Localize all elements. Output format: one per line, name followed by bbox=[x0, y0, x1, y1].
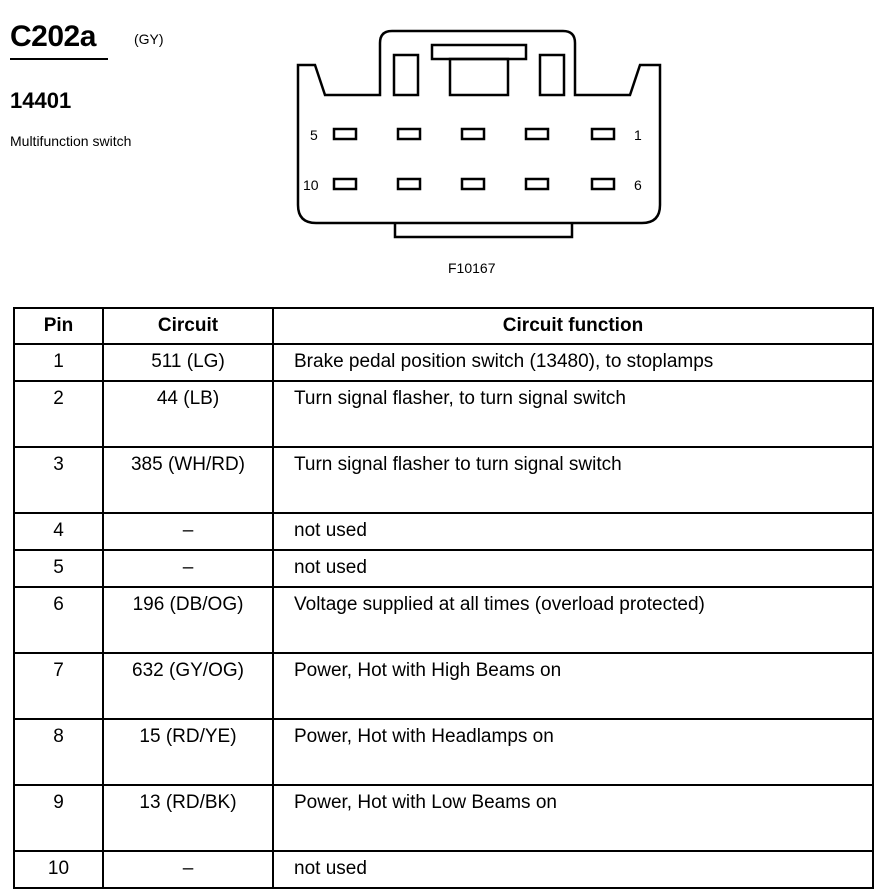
circuit-function: Turn signal flasher to turn signal switch bbox=[273, 447, 873, 513]
circuit-code: 511 (LG) bbox=[103, 344, 273, 381]
connector-center-lock-body bbox=[450, 59, 508, 95]
connector-id: C202a bbox=[10, 20, 96, 53]
header-function: Circuit function bbox=[273, 308, 873, 344]
pin-number: 10 bbox=[14, 851, 103, 888]
circuit-function: not used bbox=[273, 513, 873, 550]
table-row bbox=[14, 785, 873, 851]
table-row bbox=[14, 550, 873, 587]
circuit-function: not used bbox=[273, 851, 873, 888]
pin-number: 7 bbox=[14, 653, 103, 719]
circuit-function: Power, Hot with Headlamps on bbox=[273, 719, 873, 785]
pin-cavity-6 bbox=[592, 179, 614, 189]
pin-cavity-3 bbox=[462, 129, 484, 139]
circuit-code: – bbox=[103, 513, 273, 550]
circuit-code: – bbox=[103, 550, 273, 587]
circuit-function: Voltage supplied at all times (overload protected) bbox=[273, 587, 873, 653]
pin-cavity-1 bbox=[592, 129, 614, 139]
pin-number: 5 bbox=[14, 550, 103, 587]
connector-latch-right bbox=[540, 55, 564, 95]
connector-bottom-key bbox=[395, 223, 572, 237]
table-row bbox=[14, 447, 873, 513]
pin-cavity-7 bbox=[526, 179, 548, 189]
circuit-code: 15 (RD/YE) bbox=[103, 719, 273, 785]
header-pin: Pin bbox=[14, 308, 103, 344]
pin-label-10: 10 bbox=[303, 177, 319, 193]
pin-number: 8 bbox=[14, 719, 103, 785]
circuit-code: – bbox=[103, 851, 273, 888]
table-row bbox=[14, 653, 873, 719]
table-row bbox=[14, 719, 873, 785]
pin-number: 9 bbox=[14, 785, 103, 851]
circuit-function: Power, Hot with Low Beams on bbox=[273, 785, 873, 851]
circuit-function: not used bbox=[273, 550, 873, 587]
connector-color: (GY) bbox=[134, 31, 164, 47]
part-number: 14401 bbox=[10, 88, 72, 113]
pin-cavity-8 bbox=[462, 179, 484, 189]
pin-cavity-2 bbox=[526, 129, 548, 139]
table-row bbox=[14, 851, 873, 888]
table-row bbox=[14, 587, 873, 653]
pin-cavity-4 bbox=[398, 129, 420, 139]
circuit-code: 196 (DB/OG) bbox=[103, 587, 273, 653]
circuit-code: 44 (LB) bbox=[103, 381, 273, 447]
pin-number: 1 bbox=[14, 344, 103, 381]
circuit-code: 13 (RD/BK) bbox=[103, 785, 273, 851]
pin-number: 3 bbox=[14, 447, 103, 513]
table-row bbox=[14, 344, 873, 381]
pin-label-6: 6 bbox=[634, 177, 642, 193]
table-row bbox=[14, 381, 873, 447]
connector-face-diagram bbox=[290, 25, 670, 250]
connector-latch-left bbox=[394, 55, 418, 95]
circuit-code: 632 (GY/OG) bbox=[103, 653, 273, 719]
table-header-row bbox=[14, 308, 873, 344]
pin-cavity-10 bbox=[334, 179, 356, 189]
pin-cavity-5 bbox=[334, 129, 356, 139]
connector-id-underline bbox=[10, 58, 108, 60]
figure-code: F10167 bbox=[448, 260, 496, 276]
circuit-function: Brake pedal position switch (13480), to stoplamps bbox=[273, 344, 873, 381]
pin-label-1: 1 bbox=[634, 127, 642, 143]
pin-table bbox=[13, 307, 874, 889]
pin-cavity-9 bbox=[398, 179, 420, 189]
pin-number: 4 bbox=[14, 513, 103, 550]
circuit-function: Turn signal flasher, to turn signal switch bbox=[273, 381, 873, 447]
connector-center-lock bbox=[432, 45, 526, 59]
pin-number: 2 bbox=[14, 381, 103, 447]
table-row bbox=[14, 513, 873, 550]
circuit-function: Power, Hot with High Beams on bbox=[273, 653, 873, 719]
pin-label-5: 5 bbox=[310, 127, 318, 143]
header-circuit: Circuit bbox=[103, 308, 273, 344]
component-name: Multifunction switch bbox=[10, 133, 132, 149]
circuit-code: 385 (WH/RD) bbox=[103, 447, 273, 513]
pin-number: 6 bbox=[14, 587, 103, 653]
